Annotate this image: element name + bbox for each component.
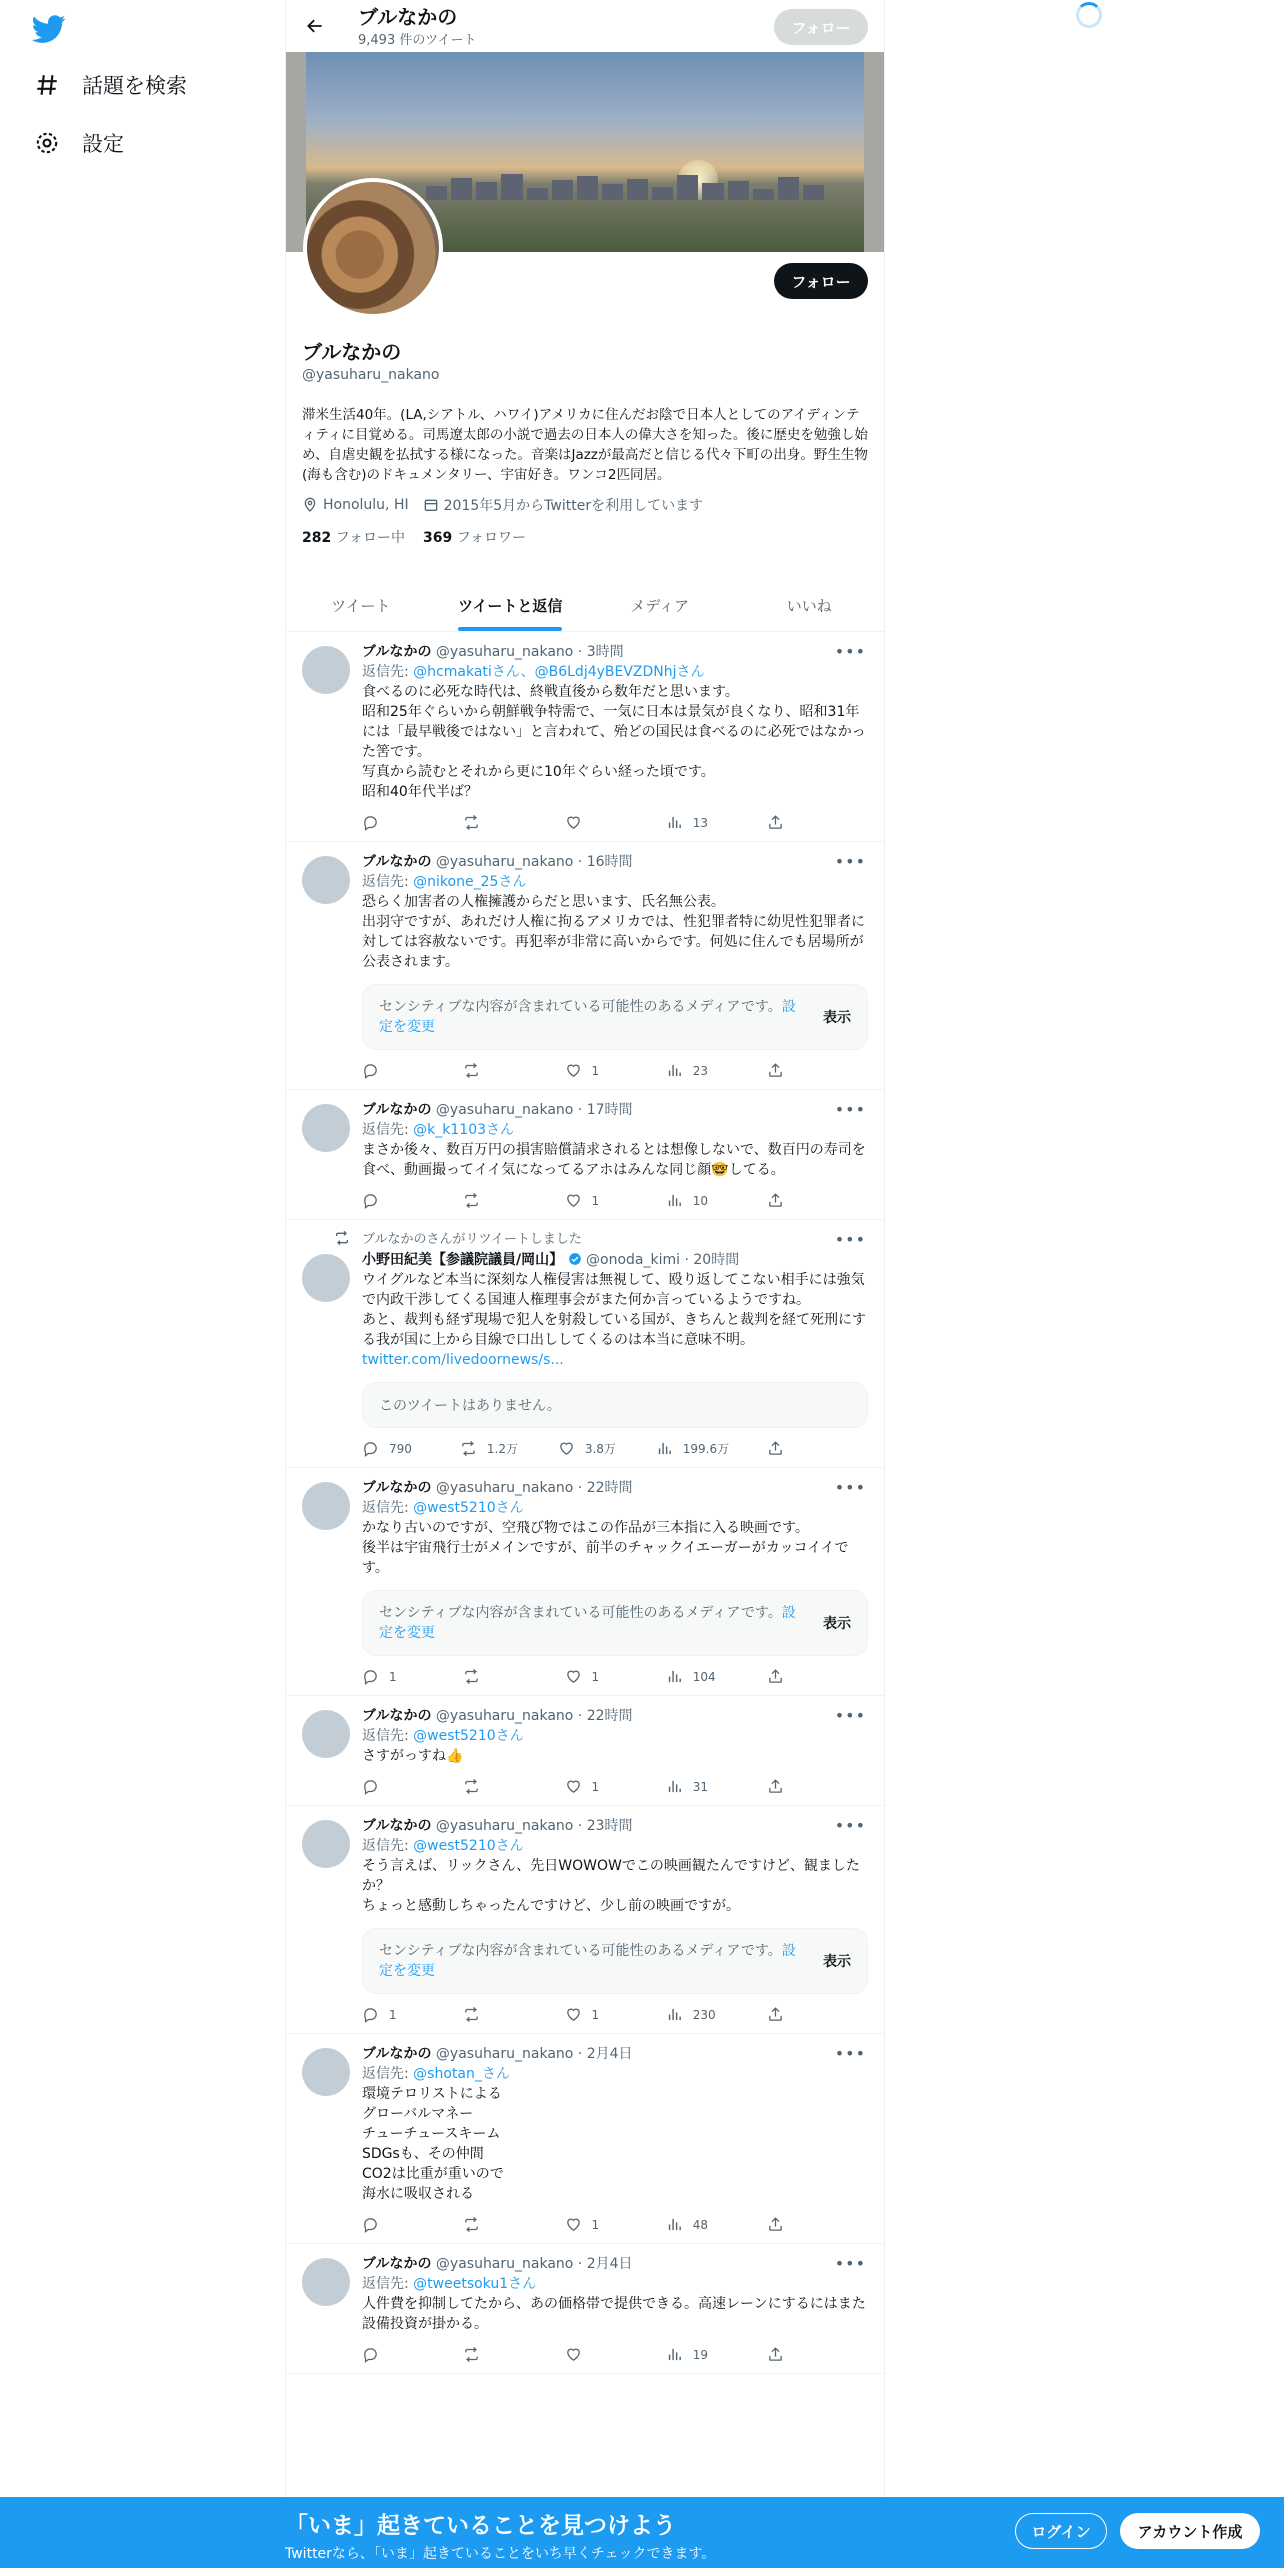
reply-button[interactable] [362, 1192, 422, 1209]
tweet-actions [362, 1192, 787, 1209]
tweet-time[interactable]: · 22時間 [577, 1708, 633, 1724]
like-button[interactable]: 1 [565, 2006, 625, 2023]
tab-likes[interactable]: いいね [786, 597, 832, 615]
calendar-icon [423, 497, 439, 513]
tweet-text: まさか後々、数百万円の損害賠償請求されるとは想像しないで、数百円の寿司を食べ、動画撮ってイイ気になってるアホはみんな同じ顔🤓してる。 [362, 1142, 866, 1178]
reply-to-link[interactable]: @west5210さん [413, 1500, 524, 1516]
reply-button[interactable]: 790 [362, 1440, 422, 1457]
share-icon [767, 1062, 784, 1079]
reply-context: 返信先: @hcmakatiさん、@B6Ldj4yBEVZDNhjさん [362, 664, 705, 680]
reply-to-link[interactable]: @west5210さん [413, 1838, 524, 1854]
author-name[interactable]: ブルなかの [362, 644, 432, 660]
reply-icon [362, 2346, 379, 2363]
change-settings-link[interactable]: 設定を変更 [379, 1943, 796, 1979]
views-button[interactable]: 199.6万 [656, 1440, 729, 1457]
reply-context: 返信先: @west5210さん [362, 1728, 524, 1744]
tweet[interactable] [286, 632, 884, 842]
more-options-icon[interactable]: ••• [834, 1230, 866, 1249]
following-link[interactable]: 282 フォロー中 [302, 530, 405, 546]
reply-button[interactable] [362, 2216, 422, 2233]
like-button[interactable] [565, 814, 625, 831]
avatar[interactable] [302, 1482, 350, 1530]
tweet-header [362, 1478, 868, 1498]
heart-icon [565, 1778, 582, 1795]
profile-column [285, 0, 885, 2500]
tweet-feed [286, 632, 884, 2374]
tweet[interactable] [286, 2034, 884, 2244]
twitter-logo-icon[interactable] [32, 12, 66, 46]
author-name[interactable]: 小野田紀美【参議院議員/岡山】 [362, 1252, 564, 1268]
back-arrow-icon [305, 16, 325, 36]
tab-tweets[interactable]: ツイート [331, 597, 391, 615]
views-button[interactable]: 10 [666, 1192, 726, 1209]
share-button[interactable] [767, 1778, 787, 1795]
reply-to-link[interactable]: @shotan_さん [413, 2066, 510, 2082]
tweet-time[interactable]: · 2月4日 [577, 2256, 633, 2272]
author-handle[interactable]: @yasuharu_nakano [435, 1818, 574, 1834]
retweet-icon [463, 814, 480, 831]
loading-spinner-icon [1076, 2, 1102, 28]
signup-subtext: Twitterなら、「いま」起きていることをいち早くチェックできます。 [285, 2546, 716, 2562]
header-name: ブルなかの [358, 4, 458, 29]
share-button[interactable] [767, 1192, 787, 1209]
retweet-button[interactable] [463, 1778, 523, 1795]
reply-to-link[interactable]: @nikone_25さん [413, 874, 527, 890]
follow-button[interactable]: フォロー [774, 263, 868, 299]
profile-handle: @yasuharu_nakano [302, 367, 440, 383]
retweet-icon [463, 2216, 480, 2233]
avatar[interactable] [302, 856, 350, 904]
share-icon [767, 1192, 784, 1209]
bar-chart-icon [666, 1668, 683, 1685]
reply-icon [362, 1192, 379, 1209]
retweet-button[interactable] [463, 1062, 523, 1079]
tweet-text: 食べるのに必死な時代は、終戦直後から数年だと思います。 昭和25年ぐらいから朝鮮戦争特需で、一気に日本は景気が良くなり、昭和31年には「最早戦後ではない」と言われて、殆どの国民は食べるのに必死ではなかった筈です。 写真から読むとそれから更に10年ぐらい経った頃です。 昭和40年代半ば？ [362, 684, 866, 800]
bar-chart-icon [666, 2216, 683, 2233]
reply-icon [362, 1440, 379, 1457]
bar-chart-icon [666, 1192, 683, 1209]
reply-button[interactable] [362, 1062, 422, 1079]
reply-button[interactable] [362, 814, 422, 831]
avatar[interactable] [302, 2048, 350, 2096]
reply-context: 返信先: @west5210さん [362, 1838, 524, 1854]
like-button[interactable]: 1 [565, 2216, 625, 2233]
nav-settings[interactable] [34, 128, 124, 158]
avatar[interactable] [302, 2258, 350, 2306]
share-icon [767, 1778, 784, 1795]
signup-button[interactable]: アカウント作成 [1120, 2513, 1260, 2549]
tweet-actions [362, 1440, 787, 1457]
nav-explore[interactable] [34, 70, 187, 100]
retweet-button[interactable] [463, 1192, 523, 1209]
author-handle[interactable]: @yasuharu_nakano [435, 1708, 574, 1724]
tweet-header [362, 852, 868, 872]
bar-chart-icon [666, 814, 683, 831]
author-handle[interactable]: @yasuharu_nakano [435, 2046, 574, 2062]
more-options-icon[interactable]: ••• [834, 2254, 866, 2273]
more-options-icon[interactable]: ••• [834, 1816, 866, 1835]
reply-to-link[interactable]: @k_k1103さん [413, 1122, 515, 1138]
retweet-button[interactable]: 1.2万 [460, 1440, 520, 1457]
bar-chart-icon [666, 1062, 683, 1079]
tab-media[interactable]: メディア [630, 597, 690, 615]
more-options-icon[interactable]: ••• [834, 1100, 866, 1119]
heart-icon [565, 2006, 582, 2023]
tweet-time[interactable]: · 16時間 [577, 854, 633, 870]
share-icon [767, 2346, 784, 2363]
reply-button[interactable]: 1 [362, 2006, 422, 2023]
reply-icon [362, 1778, 379, 1795]
tweet-header [362, 1250, 868, 1270]
heart-icon [565, 1062, 582, 1079]
reply-to-link[interactable]: @hcmakatiさん、@B6Ldj4yBEVZDNhjさん [413, 664, 705, 680]
heart-icon [565, 1192, 582, 1209]
tweet-actions [362, 1668, 787, 1685]
more-options-icon[interactable]: ••• [834, 1478, 866, 1497]
reply-icon [362, 1062, 379, 1079]
like-button[interactable]: 1 [565, 1062, 625, 1079]
retweet-icon [460, 1440, 477, 1457]
tweet-text: ウイグルなど本当に深刻な人権侵害は無視して、殴り返してこない相手には強気で内政干渉してくる国連人権理事会がまた何か言っているようですね。 あと、裁判も経ず現場で犯人を射殺している国が、きちんと裁判を経て死刑にする我が国に上から目線で口出ししてくるのは本当に意味不明。 [362, 1272, 866, 1348]
reply-button[interactable] [362, 1778, 422, 1795]
reply-icon [362, 2216, 379, 2233]
profile-location-text: Honolulu, HI [323, 497, 409, 513]
retweet-icon [463, 2006, 480, 2023]
retweet-icon [463, 1668, 480, 1685]
sensitive-media-warning: センシティブな内容が含まれている可能性のあるメディアです。設定を変更 表示 [362, 984, 868, 1050]
nav-explore-label: 話題を検索 [82, 74, 187, 98]
author-name[interactable]: ブルなかの [362, 2256, 432, 2272]
tweet-actions [362, 2216, 787, 2233]
views-button[interactable]: 48 [666, 2216, 726, 2233]
tweet-text: そう言えば、リックさん、先日WOWOWでこの映画観たんですけど、観ましたか？ ちょっと感動しちゃったんですけど、少し前の映画ですが。 [362, 1858, 860, 1914]
share-button[interactable] [767, 814, 787, 831]
signup-headline: 「いま」起きていることを見つけよう [285, 2513, 676, 2539]
profile-info [302, 336, 870, 547]
tweet[interactable] [286, 842, 884, 1090]
avatar[interactable] [302, 646, 350, 694]
share-icon [767, 2006, 784, 2023]
tweet-time[interactable]: · 2月4日 [577, 2046, 633, 2062]
avatar[interactable] [302, 1820, 350, 1868]
tweet[interactable] [286, 1468, 884, 1696]
tweet-time[interactable]: · 22時間 [577, 1480, 633, 1496]
tweet-text: さすがっすね👍 [362, 1748, 464, 1764]
like-button[interactable] [565, 2346, 625, 2363]
views-button[interactable]: 230 [666, 2006, 726, 2023]
unavailable-quote: このツイートはありません。 [362, 1382, 868, 1428]
heart-icon [565, 1668, 582, 1685]
author-name[interactable]: ブルなかの [362, 1480, 432, 1496]
tweet[interactable] [286, 1696, 884, 1806]
bar-chart-icon [666, 1778, 683, 1795]
reply-icon [362, 2006, 379, 2023]
profile-joined-text: 2015年5月からTwitterを利用しています [443, 498, 704, 514]
tweet[interactable] [286, 1806, 884, 2034]
like-button[interactable]: 1 [565, 1668, 625, 1685]
more-options-icon[interactable]: ••• [834, 642, 866, 661]
location-pin-icon [302, 497, 318, 513]
tweet-header [362, 642, 868, 662]
author-name[interactable]: ブルなかの [362, 1818, 432, 1834]
author-handle[interactable]: @yasuharu_nakano [435, 2256, 574, 2272]
show-media-button[interactable]: 表示 [823, 1954, 851, 1970]
share-icon [767, 1668, 784, 1685]
tweet-header [362, 1706, 868, 1726]
tweet-text: 環境テロリストによる グローバルマネー チューチュースキーム SDGsも、その仲間 CO2は比重が重いので 海水に吸収される [362, 2086, 504, 2202]
profile-joined [423, 495, 703, 515]
retweet-button[interactable] [463, 814, 523, 831]
profile-name: ブルなかの [302, 340, 402, 364]
reply-context: 返信先: @west5210さん [362, 1500, 524, 1516]
profile-avatar[interactable] [303, 178, 443, 318]
share-button[interactable] [767, 1668, 787, 1685]
tweet-actions [362, 1778, 787, 1795]
tweet-actions [362, 2006, 787, 2023]
tweet-actions [362, 1062, 787, 1079]
header-tweet-count: 9,493 件のツイート [358, 32, 477, 48]
sensitive-media-warning: センシティブな内容が含まれている可能性のあるメディアです。設定を変更 表示 [362, 1928, 868, 1994]
author-handle[interactable]: @yasuharu_nakano [435, 1480, 574, 1496]
gear-icon [34, 130, 60, 156]
reply-icon [362, 814, 379, 831]
tweet[interactable] [286, 1220, 884, 1468]
followers-link[interactable]: 369 フォロワー [423, 530, 526, 546]
more-options-icon[interactable]: ••• [834, 852, 866, 871]
views-button[interactable]: 13 [666, 814, 726, 831]
reply-context: 返信先: @nikone_25さん [362, 874, 527, 890]
profile-tabs [286, 580, 884, 632]
share-button[interactable] [767, 2346, 787, 2363]
author-name[interactable]: ブルなかの [362, 854, 432, 870]
login-button[interactable]: ログイン [1015, 2513, 1107, 2549]
tweet-text: かなり古いのですが、空飛び物ではこの作品が三本指に入る映画です。 後半は宇宙飛行士がメインですが、前半のチャックイエーガーがカッコイイです。 [362, 1520, 849, 1576]
tweet-actions [362, 2346, 787, 2363]
profile-location [302, 497, 409, 513]
avatar[interactable] [302, 1104, 350, 1152]
tweet-time[interactable]: · 23時間 [577, 1818, 633, 1834]
share-icon [767, 814, 784, 831]
tweet[interactable] [286, 1090, 884, 1220]
nav-settings-label: 設定 [82, 132, 124, 156]
tweet-link[interactable]: twitter.com/livedoornews/s... [362, 1352, 564, 1368]
hashtag-icon [34, 72, 60, 98]
tweet-time[interactable]: · 3時間 [577, 644, 624, 660]
change-settings-link[interactable]: 設定を変更 [379, 1605, 796, 1641]
signup-banner [0, 2497, 1284, 2568]
tweet-header [362, 1100, 868, 1120]
header-follow-button[interactable]: フォロー [774, 9, 868, 45]
change-settings-link[interactable]: 設定を変更 [379, 999, 796, 1035]
author-name[interactable]: ブルなかの [362, 1102, 432, 1118]
retweet-button[interactable] [463, 2216, 523, 2233]
like-button[interactable]: 3.8万 [558, 1440, 618, 1457]
reply-to-link[interactable]: @west5210さん [413, 1728, 524, 1744]
tweet-header [362, 2254, 868, 2274]
reply-button[interactable]: 1 [362, 1668, 422, 1685]
share-button[interactable] [767, 1062, 787, 1079]
heart-icon [565, 814, 582, 831]
verified-badge-icon [568, 1252, 582, 1266]
share-icon [767, 1440, 784, 1457]
tweet-header [362, 1816, 868, 1836]
heart-icon [558, 1440, 575, 1457]
reply-to-link[interactable]: @tweetsoku1さん [413, 2276, 537, 2292]
avatar[interactable] [302, 1254, 350, 1302]
retweet-button[interactable] [463, 1668, 523, 1685]
share-button[interactable] [767, 2006, 787, 2023]
back-button[interactable] [300, 11, 330, 41]
like-button[interactable]: 1 [565, 1192, 625, 1209]
tweet-text: 恐らく加害者の人権擁護からだと思います、氏名無公表。 出羽守ですが、あれだけ人権に拘るアメリカでは、性犯罪者特に幼児性犯罪者に対しては容赦ないです。再犯率が非常に高いからです。何処に住んでも居場所が公表されます。 [362, 894, 866, 970]
retweet-icon [463, 1062, 480, 1079]
more-options-icon[interactable]: ••• [834, 1706, 866, 1725]
bar-chart-icon [666, 2346, 683, 2363]
show-media-button[interactable]: 表示 [823, 1010, 851, 1026]
author-handle[interactable]: @yasuharu_nakano [435, 854, 574, 870]
tab-tweets-and-replies[interactable]: ツイートと返信 [436, 580, 586, 631]
avatar[interactable] [302, 1710, 350, 1758]
heart-icon [565, 2216, 582, 2233]
tweet[interactable] [286, 2244, 884, 2374]
sensitive-media-warning: センシティブな内容が含まれている可能性のあるメディアです。設定を変更 表示 [362, 1590, 868, 1656]
retweet-icon [463, 1778, 480, 1795]
reply-button[interactable] [362, 2346, 422, 2363]
more-options-icon[interactable]: ••• [834, 2044, 866, 2063]
show-media-button[interactable]: 表示 [823, 1616, 851, 1632]
author-handle[interactable]: @onoda_kimi [586, 1252, 681, 1268]
tweet-time[interactable]: · 20時間 [684, 1252, 740, 1268]
author-name[interactable]: ブルなかの [362, 2046, 432, 2062]
views-button[interactable]: 23 [666, 1062, 726, 1079]
tweet-text: 人件費を抑制してたから、あの価格帯で提供できる。高速レーンにするにはまた設備投資が掛かる。 [362, 2296, 866, 2332]
bar-chart-icon [656, 1440, 673, 1457]
retweet-icon [463, 1192, 480, 1209]
share-button[interactable] [767, 1440, 787, 1457]
reply-context: 返信先: @tweetsoku1さん [362, 2276, 537, 2292]
views-button[interactable]: 19 [666, 2346, 726, 2363]
retweet-button[interactable] [463, 2346, 523, 2363]
reply-icon [362, 1668, 379, 1685]
retweet-indicator-icon [334, 1230, 350, 1246]
author-name[interactable]: ブルなかの [362, 1708, 432, 1724]
profile-bio: 滞米生活40年。(LA,シアトル、ハワイ)アメリカに住んだお陰で日本人としてのアイディンティティに目覚める。司馬遼太郎の小説で過去の日本人の偉大さを知った。後に歴史を勉強し始め、自虐史観を払拭する様になった。音楽はJazzが最高だと信じる代々下町の出身。野生生物(海も含む)のドキュメンタリー、宇宙好き。ワンコ2匹同居。 [302, 407, 868, 483]
reply-context: 返信先: @shotan_さん [362, 2066, 510, 2082]
author-handle[interactable]: @yasuharu_nakano [435, 1102, 574, 1118]
bar-chart-icon [666, 2006, 683, 2023]
retweet-icon [463, 2346, 480, 2363]
share-icon [767, 2216, 784, 2233]
reply-context: 返信先: @k_k1103さん [362, 1122, 515, 1138]
retweet-label: ブルなかのさんがリツイートしました [362, 1232, 582, 1247]
views-button[interactable]: 31 [666, 1778, 726, 1795]
views-button[interactable]: 104 [666, 1668, 726, 1685]
share-button[interactable] [767, 2216, 787, 2233]
tweet-time[interactable]: · 17時間 [577, 1102, 633, 1118]
heart-icon [565, 2346, 582, 2363]
author-handle[interactable]: @yasuharu_nakano [435, 644, 574, 660]
profile-header-bar [286, 0, 884, 52]
retweet-button[interactable] [463, 2006, 523, 2023]
tweet-actions [362, 814, 787, 831]
tweet-header [362, 2044, 868, 2064]
like-button[interactable]: 1 [565, 1778, 625, 1795]
